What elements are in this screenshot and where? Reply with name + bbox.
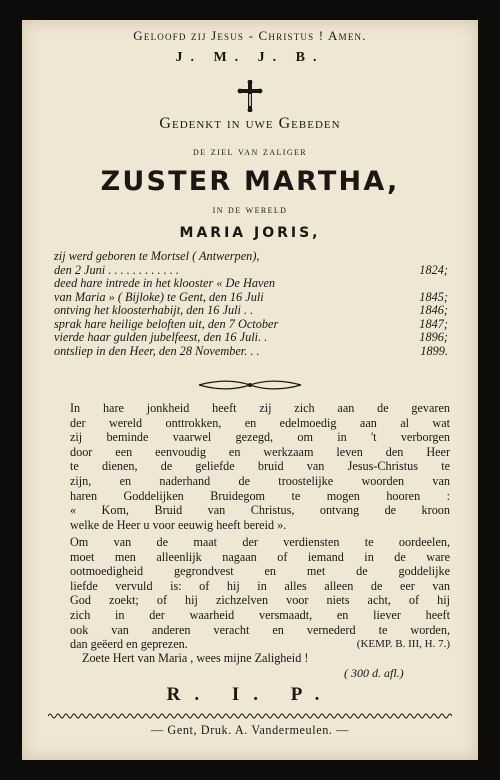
text-line: zijn, en naderhand de troostelijke woorden van: [70, 473, 450, 488]
bio-row: [54, 277, 448, 291]
gedenkt-line: Gedenkt in uwe Gebeden: [159, 115, 341, 132]
text-line-with-citation: [70, 637, 450, 652]
bio-row: [54, 331, 448, 345]
bio-year: 1846;: [419, 303, 448, 317]
text-line: haren Goddelijken Bruidegom te mogen hooren :: [70, 488, 450, 503]
text-line: moet men alleenlijk nagaan of iemand in de ware: [70, 549, 450, 564]
bio-text: sprak hare heilige beloften uit, den 7 October: [54, 316, 279, 331]
bio-year: 1824;: [419, 262, 448, 277]
worldly-name: MARIA JORIS,: [179, 225, 321, 241]
bio-row: [54, 304, 448, 318]
bio-text: zij werd geboren te Mortsel ( Antwerpen),: [54, 249, 260, 263]
bio-text: van Maria » ( Bijloke) te Gent, den 16 Juli: [54, 289, 264, 304]
text-line: liefde vervuld is: of hij in alles alleen de eer van: [70, 578, 450, 593]
deceased-name: ZUSTER MARTHA,: [100, 166, 400, 197]
paragraph-merits: [70, 535, 450, 652]
text-line: Om van de maat der verdiensten te oordeelen,: [70, 535, 450, 549]
wave-divider: [48, 712, 452, 720]
bio-text: deed hare intrede in het klooster « De Haven: [54, 276, 276, 290]
text-line: « Kom, Bruid van Christus, ontvang de kroon: [70, 503, 450, 518]
text-line: welke de Heer u voor eeuwig heeft bereid ».: [70, 517, 287, 532]
biography-list: [54, 250, 448, 358]
wereld-line: in de wereld: [212, 204, 288, 216]
cross-icon: [235, 80, 265, 112]
text-line: ook van anderen veracht en vernederd te worden,: [70, 622, 450, 637]
ziel-line: de ziel van zaliger: [192, 144, 308, 158]
bio-year: 1899.: [420, 343, 448, 358]
text-line: God zoekt; of hij zichzelven voor niets acht, of hij: [70, 593, 450, 608]
bio-year: 1896;: [419, 330, 448, 344]
indulgence-note: ( 300 d. afl.): [344, 666, 404, 680]
bio-text: ontsliep in den Heer, den 28 November. . .: [54, 343, 260, 358]
text-line: ootmoedigheid gegrondvest en met de goddelijke: [70, 564, 450, 579]
text-line: zij beminde vaarwel gezegd, om in 't verborgen: [70, 430, 450, 445]
bio-row: [54, 264, 448, 278]
bio-text: vierde haar gulden jubelfeest, den 16 Juli. .: [54, 330, 268, 344]
text-line: In hare jonkheid heeft zij zich aan de gevaren: [70, 401, 450, 415]
paragraph-vocation: [70, 401, 450, 532]
rip-line: R. I. P.: [166, 684, 334, 705]
text-line: der wereld onttrokken, en edelmoedig aan al wat: [70, 415, 450, 430]
text-line: door een eenvoudig en werkzaam leven den Heer: [70, 444, 450, 459]
memorial-card: [22, 20, 478, 760]
bio-row: [54, 250, 448, 264]
bio-row: [54, 345, 448, 359]
citation: (KEMP. B. III, H. 7.): [356, 638, 450, 651]
bio-text: ontving het kloosterhabijt, den 16 Juli . .: [54, 303, 254, 317]
printer-line: — Gent, Druk. A. Vandermeulen. —: [150, 723, 350, 737]
bio-year: 1847;: [419, 316, 448, 331]
header-line: Geloofd zij Jesus - Christus ! Amen.: [133, 28, 367, 43]
text-line: zich in der waarheid versmaadt, en liever heeft: [70, 607, 450, 622]
bio-row: [54, 291, 448, 305]
ornament-divider-icon: [197, 378, 303, 392]
prayer-line: Zoete Hert van Maria , wees mijne Zaligheid !: [82, 651, 309, 665]
bio-row: [54, 318, 448, 332]
bio-text: den 2 Juni . . . . . . . . . . . .: [54, 262, 180, 277]
bio-year: 1845;: [419, 289, 448, 304]
monogram-line: J. M. J. B.: [175, 50, 325, 65]
text-line: dan geëerd en geprezen.: [70, 637, 188, 652]
text-line: te dienen, de geliefde bruid van Jesus-Christus te: [70, 459, 450, 474]
